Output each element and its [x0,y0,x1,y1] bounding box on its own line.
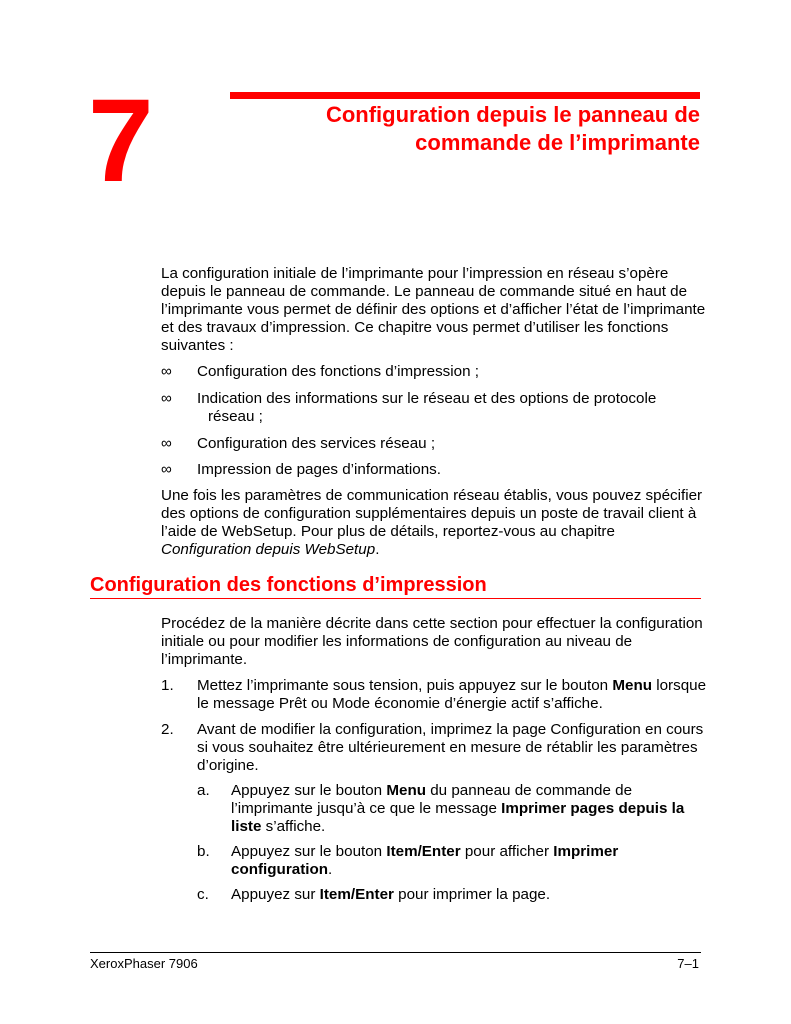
websetup-end: . [375,541,380,558]
substep-text-part: Appuyez sur [231,886,320,903]
step-text [197,677,707,713]
list-item-text: Configuration des fonctions d’impression ; [197,363,479,380]
footer-product-name: XeroxPhaser 7906 [90,956,198,971]
step-text-part: Mettez l’imprimante sous tension, puis appuyez sur le bouton [197,677,613,694]
step-number: 1. [161,677,174,694]
substep-text-part: s’affiche. [261,818,326,835]
footer-page-number: 7–1 [677,956,699,971]
infinity-bullet-icon: ∞ [161,461,172,478]
step-text-part: lorsque le message Prêt ou Mode économie d’énergie actif s’affiche. [197,677,707,712]
footer-rule [90,952,701,953]
websetup-text: Une fois les paramètres de communication réseau établis, vous pouvez spécifier des options de configuration supplémentaires depuis un poste de travail client à l’aide de WebSetup. Pour plus de détails, reportez-vous au chapitre [161,487,703,540]
infinity-bullet-icon: ∞ [161,435,172,452]
substep-text-part: Appuyez sur le bouton [231,782,387,799]
list-item-text: Indication des informations sur le réseau et des options de protocole [197,390,657,407]
chapter-title [230,101,700,157]
chapter-title-line1: Configuration depuis le panneau de [325,102,700,127]
list-item [161,461,742,479]
substep-text-part: . [328,861,333,878]
websetup-chapter-reference: Configuration depuis WebSetup [161,541,376,558]
substep-text-part: Appuyez sur le bouton [231,843,387,860]
chapter-title-line2: commande de l’imprimante [415,130,700,155]
chapter-number: 7 [88,75,154,207]
websetup-paragraph [161,487,706,559]
substep-text-part: du panneau de commande de l’imprimante jusqu’à ce que le message [231,782,633,817]
list-item [161,435,742,453]
menu-button-reference: Menu [612,677,652,694]
list-item-text: Configuration des services réseau ; [197,435,436,452]
list-item-text-continuation: réseau ; [208,408,263,425]
substep-text [231,782,711,836]
section-heading: Configuration des fonctions d’impression [90,572,701,599]
substep-text-part: pour imprimer la page. [393,886,551,903]
substep-text [231,843,711,879]
step-number: 2. [161,721,174,738]
infinity-bullet-icon: ∞ [161,363,172,380]
message-reference: Imprimer configuration [231,843,619,878]
list-item-text: Impression de pages d’informations. [197,461,441,478]
intro-paragraph: La configuration initiale de l’imprimante pour l’impression en réseau s’opère depuis le panneau de commande. Le panneau de commande situé en haut de l’imprimante vous permet de définir des options et d’afficher l’état de l’imprimante et des travaux d’impression. Ce chapitre vous permet d’utiliser les fonctions suivantes : [161,265,706,354]
substep-letter: b. [197,843,210,860]
list-item [161,363,742,381]
list-item [161,390,742,426]
section-intro: Procédez de la manière décrite dans cette section pour effectuer la configuration initiale ou pour modifier les informations de configuration au niveau de l’imprimante. [161,615,703,668]
item-enter-button-reference: Item/Enter [319,886,394,903]
substep-text [231,886,711,904]
title-rule [230,92,700,99]
infinity-bullet-icon: ∞ [161,390,172,407]
step-text: Avant de modifier la configuration, imprimez la page Configuration en cours si vous souhaitez être ultérieurement en mesure de rétablir les paramètres d’origine. [197,721,704,774]
message-reference: Imprimer pages depuis la liste [231,800,685,835]
item-enter-button-reference: Item/Enter [386,843,461,860]
substep-letter: a. [197,782,210,799]
substep-letter: c. [197,886,209,903]
substep-text-part: pour afficher [460,843,554,860]
menu-button-reference: Menu [386,782,427,799]
